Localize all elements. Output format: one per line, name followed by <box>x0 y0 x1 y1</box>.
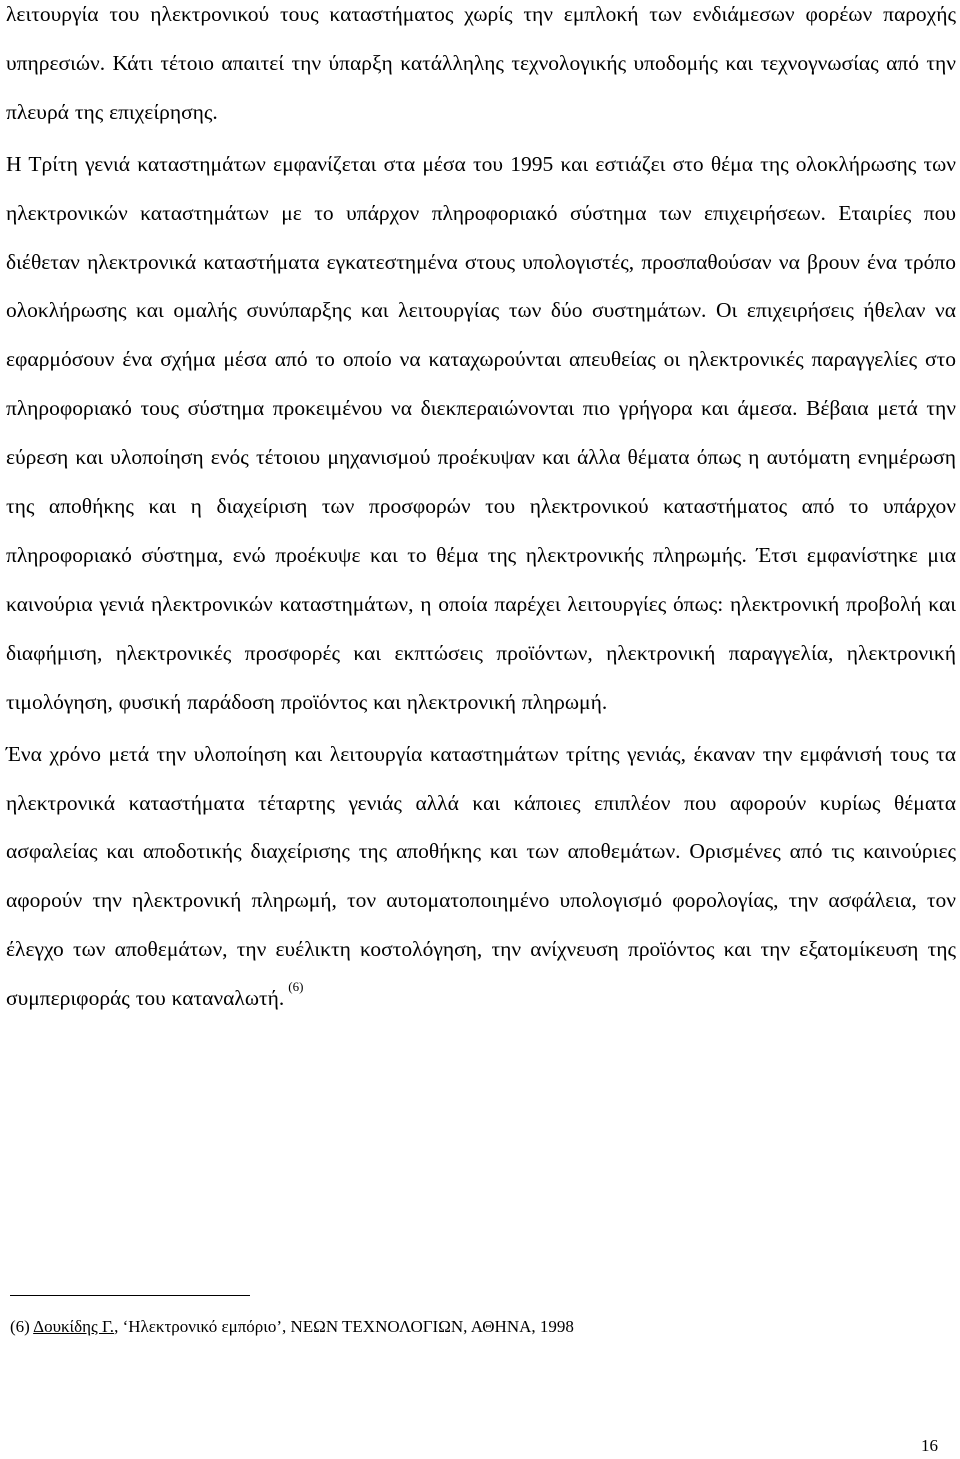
paragraph-fourth-generation <box>6 730 956 1026</box>
paragraph-third-generation: Η Τρίτη γενιά καταστημάτων εμφανίζεται στα μέσα του 1995 και εστιάζει στο θέμα της ολοκλήρωσης των ηλεκτρονικών καταστημάτων με το υπάρχον πληροφοριακό σύστημα των επιχειρήσεων. Εταιρίες που διέθεταν ηλεκτρονικά καταστήματα εγκατεστημένα στους υπολογιστές, προσπαθούσαν να βρουν ένα τρόπο ολοκλήρωσης και ομαλής συνύπαρξης και λειτουργίας των δύο συστημάτων. Οι επιχειρήσεις ήθελαν να εφαρμόσουν ένα σχήμα μέσα από το οποίο να καταχωρούνται απευθείας οι ηλεκτρονικές παραγγελίες στο πληροφοριακό τους σύστημα προκειμένου να διεκπεραιώνονται πιο γρήγορα και άμεσα. Βέβαια μετά την εύρεση και υλοποίηση ενός τέτοιου μηχανισμού προέκυψαν και άλλα θέματα όπως η αυτόματη ενημέρωση της αποθήκης και η διαχείριση των προσφορών του ηλεκτρονικού καταστήματος από το υπάρχον πληροφοριακό σύστημα, ενώ προέκυψε και το θέμα της ηλεκτρονικής πληρωμής. Έτσι εμφανίστηκε μια καινούρια γενιά ηλεκτρονικών καταστημάτων, η οποία παρέχει λειτουργίες όπως: ηλεκτρονική προβολή και διαφήμιση, ηλεκτρονικές προσφορές και εκπτώσεις προϊόντων, ηλεκτρονική παραγγελία, ηλεκτρονική τιμολόγηση, φυσική παράδοση προϊόντος και ηλεκτρονική πληρωμή. <box>6 151 956 714</box>
footnote-separator <box>10 1295 250 1296</box>
footnote-area <box>10 1295 950 1338</box>
paragraph-continuation: λειτουργία του ηλεκτρονικού τους καταστήματος χωρίς την εμπλοκή των ενδιάμεσων φορέων παροχής υπηρεσιών. Κάτι τέτοιο απαιτεί την ύπαρξη κατάλληλης τεχνολογικής υποδομής και τεχνογνωσίας από την πλευρά της επιχείρησης. <box>6 2 956 124</box>
footnote-marker: (6) <box>10 1317 30 1336</box>
footnote-citation: , ‘Ηλεκτρονικό εμπόριο’, ΝΕΩΝ ΤΕΧΝΟΛΟΓΙΩΝ, ΑΘΗΝΑ, 1998 <box>114 1317 574 1336</box>
footnote-reference[interactable]: (6) <box>288 979 304 995</box>
page-number: 16 <box>921 1436 938 1455</box>
paragraph-fourth-generation-text: Ένα χρόνο μετά την υλοποίηση και λειτουργία καταστημάτων τρίτης γενιάς, έκαναν την εμφάνισή τους τα ηλεκτρονικά καταστήματα τέταρτης γενιάς αλλά και κάποιες επιπλέον που αφορούν κυρίως θέματα ασφαλείας και αποδοτικής διαχείρισης της αποθήκης και των αποθεμάτων. Ορισμένες από τις καινούριες αφορούν την ηλεκτρονική πληρωμή, τον αυτοματοποιημένο υπολογισμό φορολογίας, την ασφάλεια, τον έλεγχο των αποθεμάτων, την ευέλικτη κοστολόγηση, την ανίχνευση προϊόντος και την εξατομίκευση της συμπεριφοράς του καταναλωτή. <box>6 741 956 1011</box>
document-body <box>6 0 956 1026</box>
footnote-entry <box>10 1316 950 1338</box>
footnote-author: Δουκίδης Γ. <box>33 1317 115 1336</box>
